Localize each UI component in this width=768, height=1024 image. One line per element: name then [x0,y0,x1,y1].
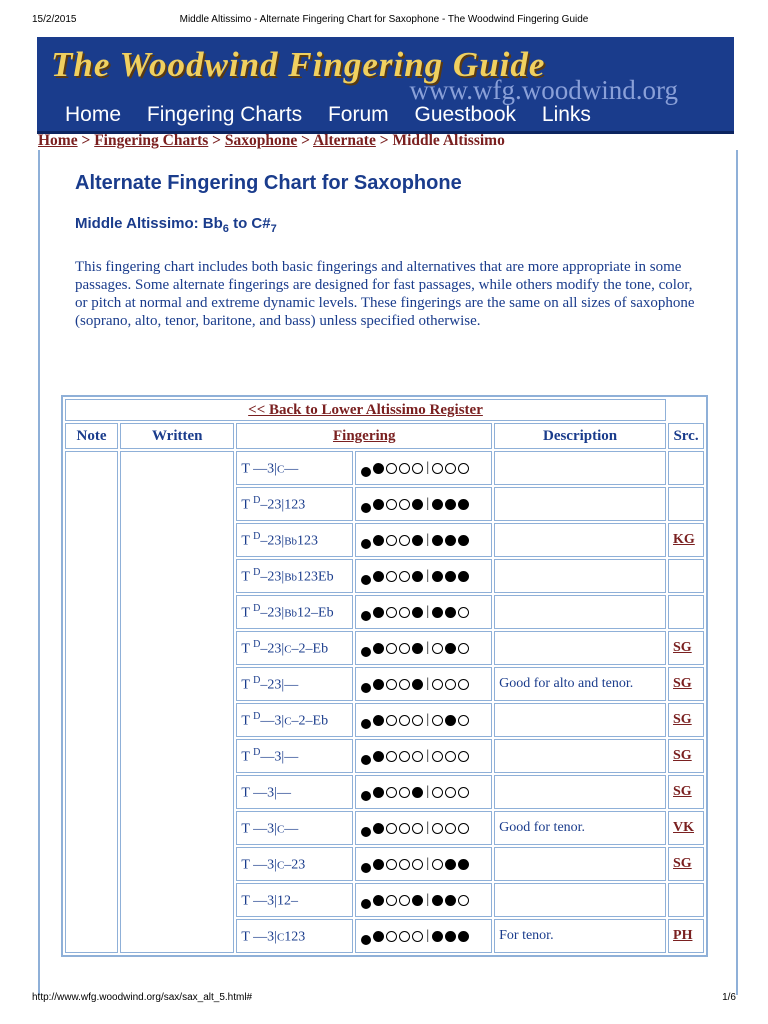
nav-guestbook[interactable]: Guestbook [414,103,517,126]
divider: | [426,532,430,548]
key-dot-icon [386,715,397,726]
fingering-code: T $^D$—3|C–2–Eb [236,703,353,737]
key-dot-icon [412,679,423,690]
thumb-key-icon [361,683,371,693]
key-dot-icon [412,535,423,546]
key-dot-icon [445,463,456,474]
thumb-key-icon [361,539,371,549]
fingering-diagram [355,631,492,665]
fingering-diagram [355,667,492,701]
key-dot-icon [399,715,410,726]
source-cell [668,487,704,521]
col-note: Note [65,423,118,449]
fingering-diagram [355,775,492,809]
source-cell [668,847,704,881]
site-banner [37,37,734,134]
nav-home[interactable]: Home [65,103,122,126]
key-dot-icon [445,895,456,906]
fingering-code: T $^D$–23|Bb123Eb [236,559,353,593]
source-cell [668,811,704,845]
key-dot-icon [432,859,443,870]
divider: | [426,712,430,728]
key-dot-icon [432,751,443,762]
source-link[interactable]: SG [673,856,692,871]
key-dot-icon [386,643,397,654]
description-cell [494,487,666,521]
key-dot-icon [412,859,423,870]
source-link[interactable]: SG [673,676,692,691]
source-link[interactable]: PH [673,928,693,943]
fingering-diagram [355,847,492,881]
crumb-separator: > [81,132,91,149]
thumb-key-icon [361,467,371,477]
key-dot-icon [373,859,384,870]
key-dot-icon [373,463,384,474]
crumb-current: Middle Altissimo [392,132,505,149]
key-dot-icon [373,895,384,906]
source-cell [668,919,704,953]
key-dot-icon [412,787,423,798]
fingering-code: T —3|12– [236,883,353,917]
fingering-code: T $^D$–23|C–2–Eb [236,631,353,665]
print-date: 15/2/2015 [32,14,77,25]
source-cell [668,523,704,557]
key-dot-icon [373,823,384,834]
description-cell [494,451,666,485]
fingering-code: T —3|C— [236,451,353,485]
divider: | [426,748,430,764]
description-cell [494,883,666,917]
col-description: Description [494,423,666,449]
fingering-code: T —3|C–23 [236,847,353,881]
key-dot-icon [445,715,456,726]
fingering-diagram [355,703,492,737]
key-dot-icon [386,787,397,798]
key-dot-icon [445,571,456,582]
source-cell [668,739,704,773]
fingering-code: T $^D$–23|Bb12–Eb [236,595,353,629]
divider: | [426,820,430,836]
key-dot-icon [373,931,384,942]
divider: | [426,604,430,620]
fingering-diagram [355,559,492,593]
fingering-diagram [355,811,492,845]
fingering-diagram [355,523,492,557]
nav-links[interactable]: Links [541,103,591,126]
source-cell [668,451,704,485]
key-dot-icon [445,607,456,618]
source-cell [668,667,704,701]
key-dot-icon [386,571,397,582]
key-dot-icon [412,823,423,834]
key-dot-icon [373,499,384,510]
key-dot-icon [373,571,384,582]
key-dot-icon [458,895,469,906]
key-dot-icon [432,823,443,834]
key-dot-icon [399,931,410,942]
key-dot-icon [386,931,397,942]
key-dot-icon [458,787,469,798]
key-dot-icon [373,715,384,726]
main-nav [65,103,611,127]
key-dot-icon [399,607,410,618]
key-dot-icon [432,931,443,942]
thumb-key-icon [361,827,371,837]
source-cell [668,775,704,809]
key-dot-icon [386,535,397,546]
divider: | [426,928,430,944]
key-dot-icon [432,643,443,654]
fingering-code: T $^D$–23|Bb123 [236,523,353,557]
source-link[interactable]: SG [673,748,692,763]
key-dot-icon [373,787,384,798]
key-dot-icon [386,823,397,834]
col-src: Src. [668,423,704,449]
thumb-key-icon [361,791,371,801]
nav-fingering-charts[interactable]: Fingering Charts [146,103,303,126]
fingering-diagram [355,739,492,773]
col-written: Written [120,423,234,449]
key-dot-icon [373,751,384,762]
key-dot-icon [399,679,410,690]
key-dot-icon [399,787,410,798]
key-dot-icon [386,679,397,690]
source-cell [668,631,704,665]
key-dot-icon [386,859,397,870]
back-row [65,399,704,421]
divider: | [426,640,430,656]
col-fingering[interactable]: Fingering [236,423,492,449]
thumb-key-icon [361,719,371,729]
fingering-code: T —3|— [236,775,353,809]
thumb-key-icon [361,647,371,657]
key-dot-icon [445,643,456,654]
key-dot-icon [386,607,397,618]
print-page: 1/6 [722,992,736,1003]
key-dot-icon [373,607,384,618]
site-url: www.wfg.woodwind.org [409,75,678,105]
fingering-code: T —3|C— [236,811,353,845]
key-dot-icon [458,643,469,654]
key-dot-icon [445,823,456,834]
fingering-diagram [355,883,492,917]
source-link[interactable]: VK [673,820,695,835]
key-dot-icon [458,679,469,690]
divider: | [426,460,430,476]
divider: | [426,892,430,908]
key-dot-icon [412,643,423,654]
description-cell [494,739,666,773]
key-dot-icon [412,571,423,582]
fingering-code: T $^D$–23|— [236,667,353,701]
key-dot-icon [458,859,469,870]
key-dot-icon [373,679,384,690]
key-dot-icon [432,679,443,690]
key-dot-icon [373,643,384,654]
crumb-home[interactable]: Home [38,132,78,149]
back-link[interactable]: << Back to Lower Altissimo Register [248,401,483,418]
source-cell [668,559,704,593]
description-cell: Good for tenor. [494,811,666,845]
key-dot-icon [458,931,469,942]
key-dot-icon [458,463,469,474]
key-dot-icon [399,823,410,834]
key-dot-icon [445,535,456,546]
key-dot-icon [399,643,410,654]
key-dot-icon [399,571,410,582]
key-dot-icon [445,679,456,690]
source-cell [668,883,704,917]
description-cell [494,775,666,809]
key-dot-icon [386,895,397,906]
crumb-fingering-charts[interactable]: Fingering Charts [94,132,209,149]
description-cell [494,559,666,593]
key-dot-icon [432,535,443,546]
key-dot-icon [432,607,443,618]
key-dot-icon [458,499,469,510]
key-dot-icon [432,715,443,726]
description-cell [494,847,666,881]
key-dot-icon [399,499,410,510]
header-row [65,423,704,449]
key-dot-icon [445,859,456,870]
divider: | [426,568,430,584]
divider: | [426,676,430,692]
key-dot-icon [412,463,423,474]
crumb-alternate[interactable]: Alternate [313,132,376,149]
description-cell: For tenor. [494,919,666,953]
print-url: http://www.wfg.woodwind.org/sax/sax_alt_5.html# [32,992,253,1003]
key-dot-icon [445,499,456,510]
key-dot-icon [458,751,469,762]
fingering-diagram [355,595,492,629]
key-dot-icon [432,463,443,474]
key-dot-icon [412,895,423,906]
source-cell [668,703,704,737]
key-dot-icon [373,535,384,546]
crumb-separator: > [301,132,310,149]
source-link[interactable]: SG [673,784,692,799]
key-dot-icon [399,895,410,906]
source-link[interactable]: SG [673,640,692,655]
crumb-saxophone[interactable]: Saxophone [224,132,298,149]
key-dot-icon [412,751,423,762]
thumb-key-icon [361,575,371,585]
key-dot-icon [412,715,423,726]
page-title: Alternate Fingering Chart for Saxophone [75,172,462,194]
key-dot-icon [432,787,443,798]
fingering-code: T —3|C123 [236,919,353,953]
key-dot-icon [412,499,423,510]
thumb-key-icon [361,611,371,621]
key-dot-icon [399,751,410,762]
key-dot-icon [412,607,423,618]
key-dot-icon [458,571,469,582]
key-dot-icon [386,751,397,762]
intro-paragraph: This fingering chart includes both basic fingerings and alternatives that are more appropriate in some passages. Some alternate fingerings are designed for fast passages, while others modify the tone, color, or pitch at normal and extreme dynamic levels. These fingerings are the same on all sizes of saxophone (soprano, alto, tenor, baritone, and bass) unless specified otherwise. [75,259,695,329]
source-link[interactable]: KG [673,532,695,547]
thumb-key-icon [361,899,371,909]
key-dot-icon [399,535,410,546]
key-dot-icon [399,463,410,474]
thumb-key-icon [361,863,371,873]
crumb-separator: > [212,132,222,149]
fingering-diagram [355,487,492,521]
divider: | [426,784,430,800]
site-logo[interactable]: The Woodwind Fingering Guide [51,45,546,84]
fingering-diagram [355,919,492,953]
written-cell [120,451,234,953]
key-dot-icon [386,463,397,474]
key-dot-icon [458,607,469,618]
fingering-code: T $^D$–23|123 [236,487,353,521]
fingering-diagram [355,451,492,485]
key-dot-icon [432,571,443,582]
source-link[interactable]: SG [673,712,692,727]
nav-forum[interactable]: Forum [327,103,389,126]
breadcrumb [38,132,505,150]
note-cell [65,451,118,953]
description-cell [494,595,666,629]
source-cell [668,595,704,629]
fingering-code: T $^D$—3|— [236,739,353,773]
thumb-key-icon [361,503,371,513]
key-dot-icon [399,859,410,870]
key-dot-icon [458,535,469,546]
description-cell: Good for alto and tenor. [494,667,666,701]
description-cell [494,703,666,737]
description-cell [494,523,666,557]
divider: | [426,856,430,872]
fingering-table [61,395,708,957]
page-subtitle: Middle Altissimo: $Bb_6$ to $C\#_7$ [75,215,277,235]
key-dot-icon [445,787,456,798]
key-dot-icon [458,823,469,834]
description-cell [494,631,666,665]
crumb-separator: > [379,132,389,149]
thumb-key-icon [361,935,371,945]
divider: | [426,496,430,512]
table-row [65,451,704,485]
key-dot-icon [458,715,469,726]
print-title: Middle Altissimo - Alternate Fingering Chart for Saxophone - The Woodwind Fingering Guide [179,14,589,25]
key-dot-icon [386,499,397,510]
thumb-key-icon [361,755,371,765]
key-dot-icon [432,895,443,906]
key-dot-icon [445,931,456,942]
key-dot-icon [432,499,443,510]
key-dot-icon [412,931,423,942]
key-dot-icon [445,751,456,762]
